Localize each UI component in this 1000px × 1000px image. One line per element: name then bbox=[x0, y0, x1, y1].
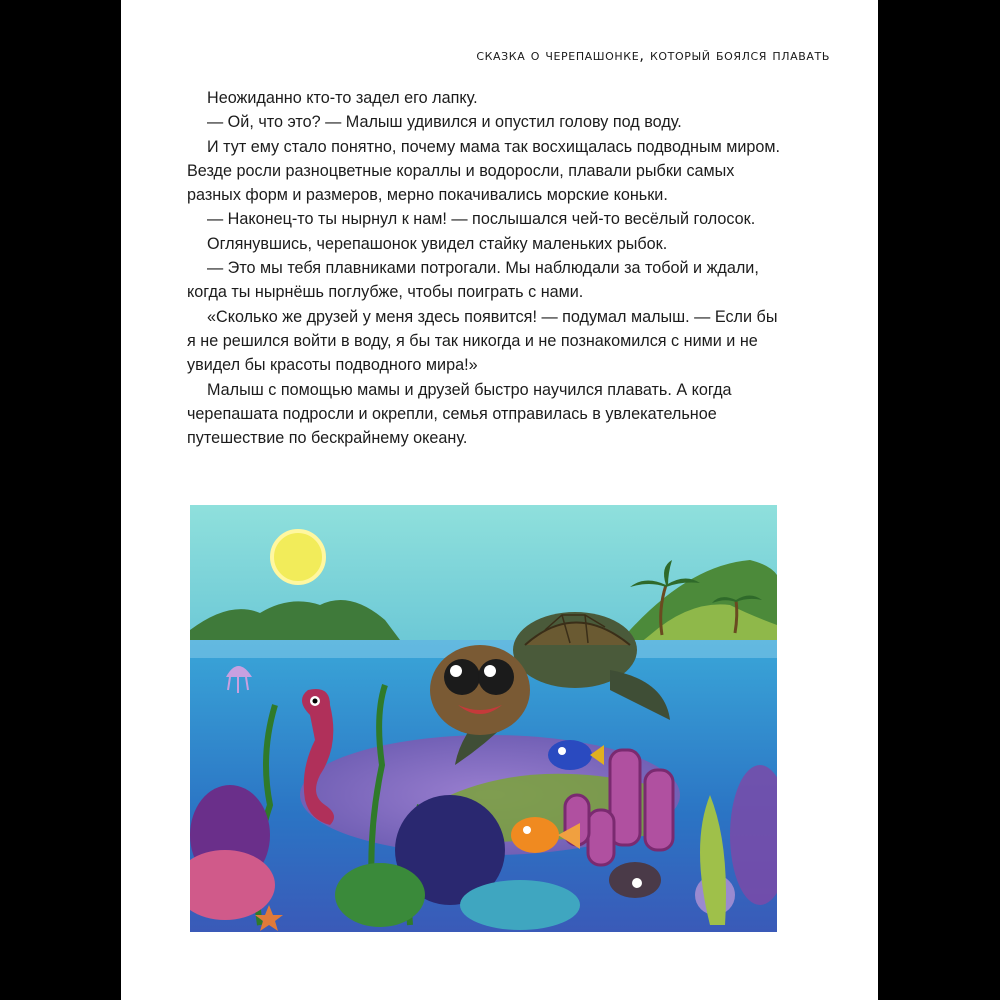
paragraph: — Наконец-то ты нырнул к нам! — послышался чей-то весёлый голосок. bbox=[207, 210, 756, 229]
paragraph: — Ой, что это? — Малыш удивился и опустил голову под воду. bbox=[207, 113, 682, 132]
paragraph: Малыш с помощью мамы и друзей быстро научился плавать. А когда черепашата подросли и окрепли, семья отправилась в увлекательное путешествие по бескрайнему океану. bbox=[187, 380, 732, 448]
paragraph: И тут ему стало понятно, почему мама так восхищалась подводным миром. Везде росли разноцветные кораллы и водоросли, плавали рыбки самых разных форм и размеров, мерно покачивались морские коньки. bbox=[187, 137, 781, 205]
running-head: сказка о черепашонке, который боялся плавать bbox=[476, 46, 830, 64]
underwater-illustration bbox=[190, 505, 777, 932]
paragraph: — Это мы тебя плавниками потрогали. Мы наблюдали за тобой и ждали, когда ты нырнёшь поглубже, чтобы поиграть с нами. bbox=[187, 259, 759, 302]
paragraph: «Сколько же друзей у меня здесь появится! — подумал малыш. — Если бы я не решился войти в воду, я бы так никогда и не познакомился с ними и не увидел бы красоты подводного мира!» bbox=[187, 307, 778, 375]
sun-icon bbox=[272, 531, 324, 583]
shell bbox=[609, 862, 661, 898]
story-text bbox=[187, 86, 790, 450]
paragraph: Оглянувшись, черепашонок увидел стайку маленьких рыбок. bbox=[207, 234, 668, 253]
illustration-svg bbox=[190, 505, 777, 932]
paragraph: Неожиданно кто-то задел его лапку. bbox=[207, 89, 478, 107]
